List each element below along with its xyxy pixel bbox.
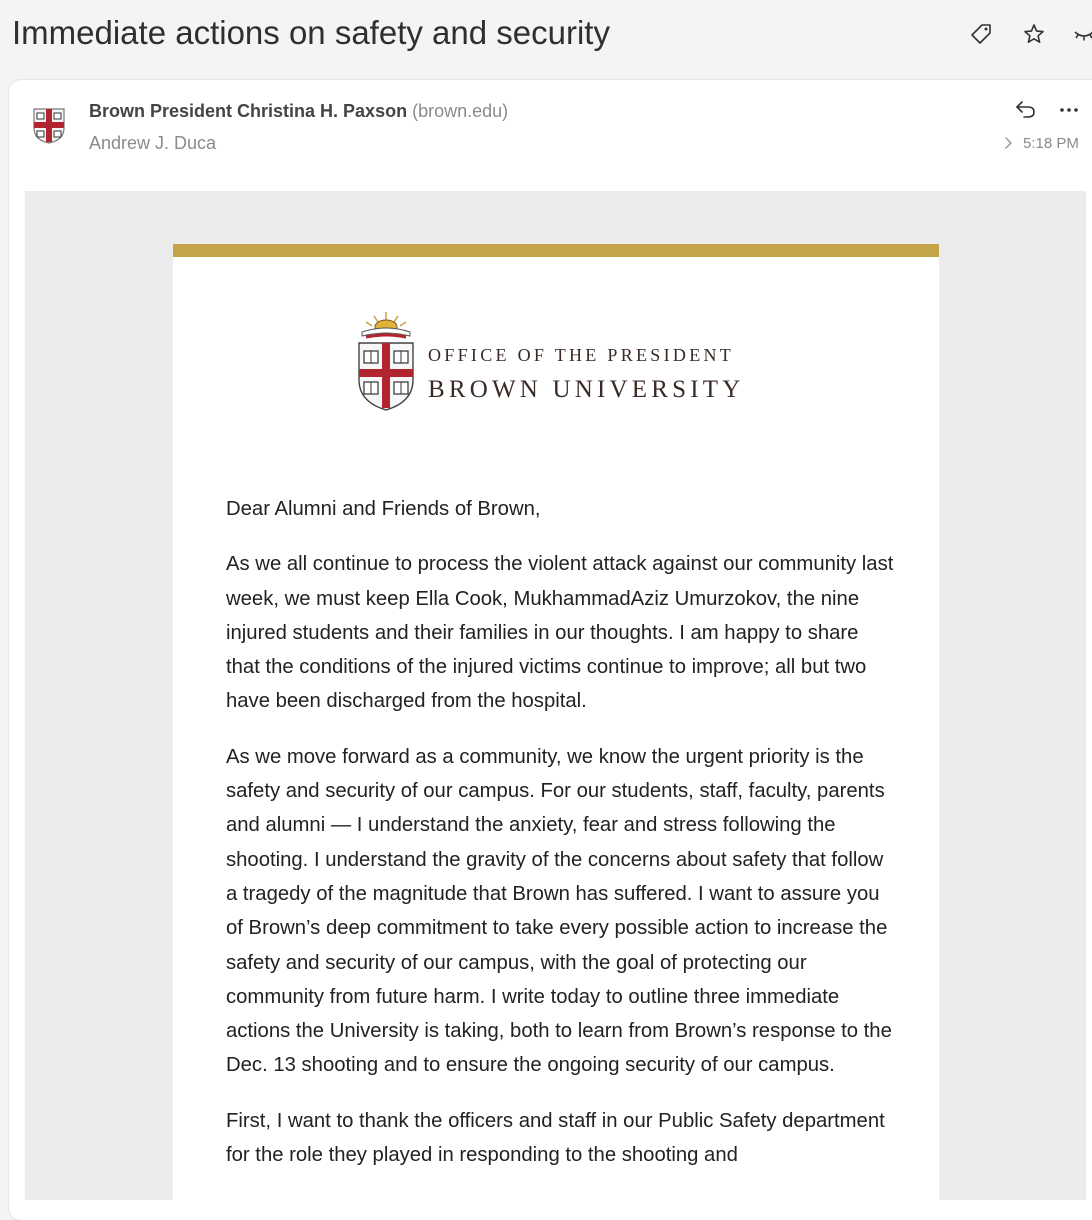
- email-subject: Immediate actions on safety and security: [12, 14, 610, 51]
- email-time: 5:18 PM: [1023, 135, 1079, 152]
- letter-text: [226, 492, 896, 1193]
- paragraph-3: First, I want to thank the officers and staff in our Public Safety department for the role they played in responding to the shooting and: [226, 1109, 885, 1167]
- letter-body: [173, 244, 939, 1200]
- recipient[interactable]: Andrew J. Duca: [89, 133, 217, 153]
- tag-icon[interactable]: [969, 22, 993, 46]
- paragraph-2: As we move forward as a community, we know the urgent priority is the safety and security of our campus. For our students, staff, faculty, parents and alumni — I understand the anxiety, fear and stress following the shooting. I understand the gravity of the concerns about safety that follow a tragedy of the magnitude that Brown has suffered. I want to assure you of Brown’s deep commitment to take every possible action to increase the safety and security of our campus, with the goal of protecting our community from future harm. I write today to outline three immediate actions the University is taking, both to learn from Brown’s response to the Dec. 13 shooting and to ensure the ongoing security of our campus.: [226, 745, 892, 1077]
- sender-domain: (brown.edu): [412, 101, 509, 121]
- greeting: Dear Alumni and Friends of Brown,: [226, 498, 541, 520]
- sender-name[interactable]: [89, 101, 508, 122]
- star-icon[interactable]: [1022, 22, 1046, 46]
- subject-bar: [0, 0, 1092, 78]
- sender-avatar[interactable]: [33, 108, 65, 144]
- sender-display-name[interactable]: Brown President Christina H. Paxson: [89, 101, 408, 121]
- gold-accent-bar: [173, 244, 939, 257]
- chevron-right-icon[interactable]: [1001, 135, 1015, 151]
- letterhead-university: BROWN UNIVERSITY: [428, 376, 745, 403]
- more-icon[interactable]: [1058, 99, 1080, 121]
- paragraph-1: As we all continue to process the violent attack against our community last week, we must keep Ella Cook, MukhammadAziz Umurzokov, the nine injured students and their families in our thoughts. I am happy to share that the conditions of the injured victims continue to improve; all but two have been discharged from the hospital.: [226, 553, 894, 713]
- brown-shield-logo: [356, 310, 416, 412]
- reply-icon[interactable]: [1014, 99, 1038, 121]
- eye-closed-icon[interactable]: [1072, 22, 1092, 46]
- letterhead-office: OFFICE OF THE PRESIDENT: [428, 345, 735, 365]
